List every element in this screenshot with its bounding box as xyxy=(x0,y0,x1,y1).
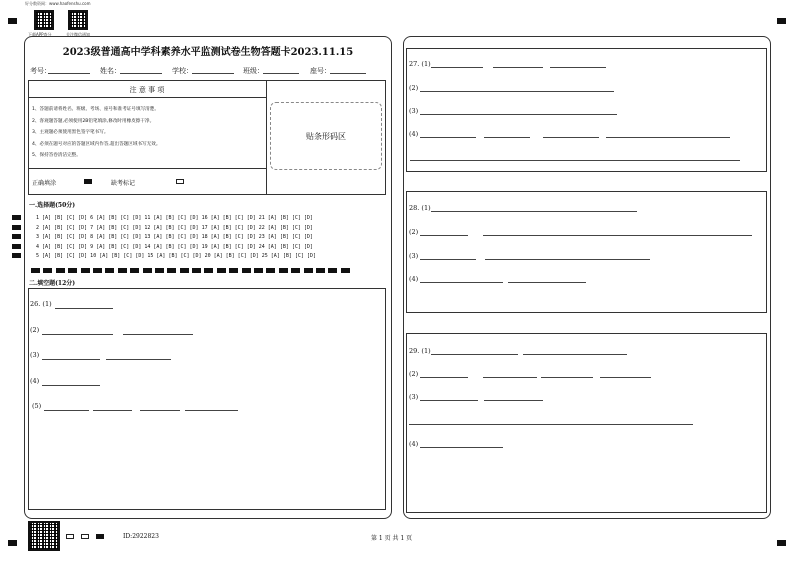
q26-part4-label: (4) xyxy=(30,377,40,385)
q29-part2-line-b[interactable] xyxy=(483,377,537,378)
q29-part1-line[interactable] xyxy=(431,354,518,355)
q27-part1-line-c[interactable] xyxy=(550,67,606,68)
notice-divider-v xyxy=(266,80,267,195)
choice-row-3[interactable]: 3 [A] [B] [C] [D] 8 [A] [B] [C] [D] 13 [A] [B] [C] [D] 18 [A] [B] [C] [D] 23 [A] [B] [C] [D] xyxy=(36,234,313,240)
q28-part1-label: 28. (1) xyxy=(409,204,431,212)
field-exam-no[interactable]: 考号： xyxy=(30,67,51,75)
q27-part4-line[interactable] xyxy=(420,137,476,138)
q29-part2-label: (2) xyxy=(409,370,419,378)
notice-list xyxy=(32,104,160,162)
q29-part4-label: (4) xyxy=(409,440,419,448)
q26-part1-line[interactable] xyxy=(55,308,113,309)
corner-mark-br xyxy=(777,540,786,546)
q26-part2-line-b[interactable] xyxy=(123,334,193,335)
q29-part4-line[interactable] xyxy=(420,447,503,448)
row-mark xyxy=(12,225,21,230)
notice-item: 5、保持答卷清洁完整。 xyxy=(32,153,81,158)
qr-caption-app: 下载APP查分 xyxy=(28,32,52,37)
barcode-area-label: 贴条形码区 xyxy=(306,132,346,141)
footer-mark-empty-1 xyxy=(66,534,74,539)
row-mark xyxy=(12,253,21,258)
choice-row-2[interactable]: 2 [A] [B] [C] [D] 7 [A] [B] [C] [D] 12 [A] [B] [C] [D] 17 [A] [B] [C] [D] 22 [A] [B] [C] [D] xyxy=(36,225,313,231)
footer-id: ID:2922823 xyxy=(123,533,159,540)
q28-part4-line[interactable] xyxy=(420,282,503,283)
q29-part3-label: (3) xyxy=(409,393,419,401)
q28-part4-line-b[interactable] xyxy=(508,282,586,283)
q29-part2-line-d[interactable] xyxy=(600,377,651,378)
choice-row-4[interactable]: 4 [A] [B] [C] [D] 9 [A] [B] [C] [D] 14 [A] [B] [C] [D] 19 [A] [B] [C] [D] 24 [A] [B] [C] [D] xyxy=(36,244,313,250)
q29-answer-box xyxy=(406,333,767,513)
correct-fill-sample xyxy=(84,179,92,184)
q26-part5-line-b[interactable] xyxy=(93,410,132,411)
timing-mark-strip xyxy=(31,268,387,274)
notice-heading: 注 意 事 项 xyxy=(129,86,165,94)
q27-part3-label: (3) xyxy=(409,107,419,115)
notice-item: 4、必须在题号对应的答题区域内作答,超出答题区域书写无效。 xyxy=(32,141,161,147)
q28-part2-line[interactable] xyxy=(420,235,468,236)
q26-part3-line-b[interactable] xyxy=(106,359,171,360)
field-class-line[interactable] xyxy=(263,73,299,74)
field-name-line[interactable] xyxy=(120,73,162,74)
corner-mark-tr xyxy=(777,18,786,24)
q27-part4-line-b[interactable] xyxy=(484,137,530,138)
footer-mark-empty-2 xyxy=(81,534,89,539)
notice-divider-h2 xyxy=(28,168,266,169)
q26-part5-line-d[interactable] xyxy=(185,410,238,411)
footer-qr-code xyxy=(28,521,60,551)
field-school[interactable]: 学校： xyxy=(172,67,193,75)
q26-part2-line[interactable] xyxy=(42,334,113,335)
choice-row-5[interactable]: 5 [A] [B] [C] [D] 10 [A] [B] [C] [D] 15 [A] [B] [C] [D] 20 [A] [B] [C] [D] 25 [A] [B] [C] [D] xyxy=(36,253,316,259)
qr-caption-wechat: 关注微信通知 xyxy=(66,32,90,37)
row-mark xyxy=(12,234,21,239)
q26-part5-line-c[interactable] xyxy=(140,410,180,411)
absent-mark-checkbox[interactable] xyxy=(176,179,184,184)
notice-item: 3、主观题必须使用黑色签字笔书写。 xyxy=(32,130,109,135)
field-seat-line[interactable] xyxy=(330,73,366,74)
absent-mark-label: 缺考标记 xyxy=(111,180,136,187)
field-exam-no-line[interactable] xyxy=(48,73,90,74)
q27-part4-label: (4) xyxy=(409,130,419,138)
q26-part4-line[interactable] xyxy=(42,385,100,386)
q28-part3-line[interactable] xyxy=(420,259,476,260)
q28-part4-label: (4) xyxy=(409,275,419,283)
footer-page-number: 第 1 页 共 1 页 xyxy=(371,535,413,542)
q27-part2-label: (2) xyxy=(409,84,419,92)
notice-divider-h xyxy=(28,97,266,98)
corner-mark-bl xyxy=(8,540,17,546)
q29-part3-line[interactable] xyxy=(420,400,478,401)
q27-part1-line[interactable] xyxy=(431,67,483,68)
q29-part3-line-c[interactable] xyxy=(409,424,693,425)
q28-part2-label: (2) xyxy=(409,228,419,236)
q26-part3-label: (3) xyxy=(30,351,40,359)
q26-answer-box xyxy=(28,288,386,510)
q29-part1-line-b[interactable] xyxy=(523,354,627,355)
correct-fill-label: 正确填涂 xyxy=(32,180,57,187)
corner-mark-tl xyxy=(8,18,17,24)
section2-label: 二.填空题(12分) xyxy=(29,280,76,287)
row-mark xyxy=(12,215,21,220)
section1-label: 一.选择题(50分) xyxy=(29,202,76,209)
footer-mark-filled xyxy=(96,534,104,539)
q26-part3-line[interactable] xyxy=(42,359,100,360)
qr-code-wechat xyxy=(68,10,88,30)
q27-part1-line-b[interactable] xyxy=(493,67,543,68)
q27-part4-line-e[interactable] xyxy=(410,160,740,161)
q29-part2-line[interactable] xyxy=(420,377,468,378)
q28-part2-line-b[interactable] xyxy=(483,235,752,236)
q27-part1-label: 27. (1) xyxy=(409,60,431,68)
q29-part1-label: 29. (1) xyxy=(409,347,431,355)
q29-part3-line-b[interactable] xyxy=(484,400,543,401)
q28-part1-line[interactable] xyxy=(431,211,637,212)
qr-code-app xyxy=(34,10,54,30)
q27-part4-line-d[interactable] xyxy=(606,137,730,138)
field-class[interactable]: 班级： xyxy=(243,67,264,75)
field-school-line[interactable] xyxy=(192,73,234,74)
q27-part3-line[interactable] xyxy=(420,114,617,115)
q27-part4-line-c[interactable] xyxy=(543,137,599,138)
q26-part5-label: (5) xyxy=(32,402,42,410)
page-title: 2023级普通高中学科素养水平监测试卷生物答题卡2023.11.15 xyxy=(62,47,354,58)
notice-item: 1、答题前请将姓名、班级、考场、座号和准考证号填写清楚。 xyxy=(32,107,159,112)
q26-part5-line[interactable] xyxy=(44,410,89,411)
field-seat[interactable]: 座号： xyxy=(310,67,331,75)
q26-part1-label: 26. (1) xyxy=(30,300,52,308)
field-name[interactable]: 姓名： xyxy=(100,67,121,75)
q29-part2-line-c[interactable] xyxy=(541,377,593,378)
notice-item: 2、客观题答题,必须使用2B铅笔填涂,修改时用橡皮擦干净。 xyxy=(32,118,155,124)
q28-part3-label: (3) xyxy=(409,252,419,260)
q26-part2-label: (2) xyxy=(30,326,40,334)
q28-part3-line-b[interactable] xyxy=(485,259,650,260)
q27-part2-line[interactable] xyxy=(420,91,614,92)
q28-answer-box xyxy=(406,191,767,313)
choice-row-1[interactable]: 1 [A] [B] [C] [D] 6 [A] [B] [C] [D] 11 [A] [B] [C] [D] 16 [A] [B] [C] [D] 21 [A] [B] [C] [D] xyxy=(36,215,313,221)
site-caption: 好分数资网：www.haofenshu.com xyxy=(25,1,91,6)
row-mark xyxy=(12,244,21,249)
